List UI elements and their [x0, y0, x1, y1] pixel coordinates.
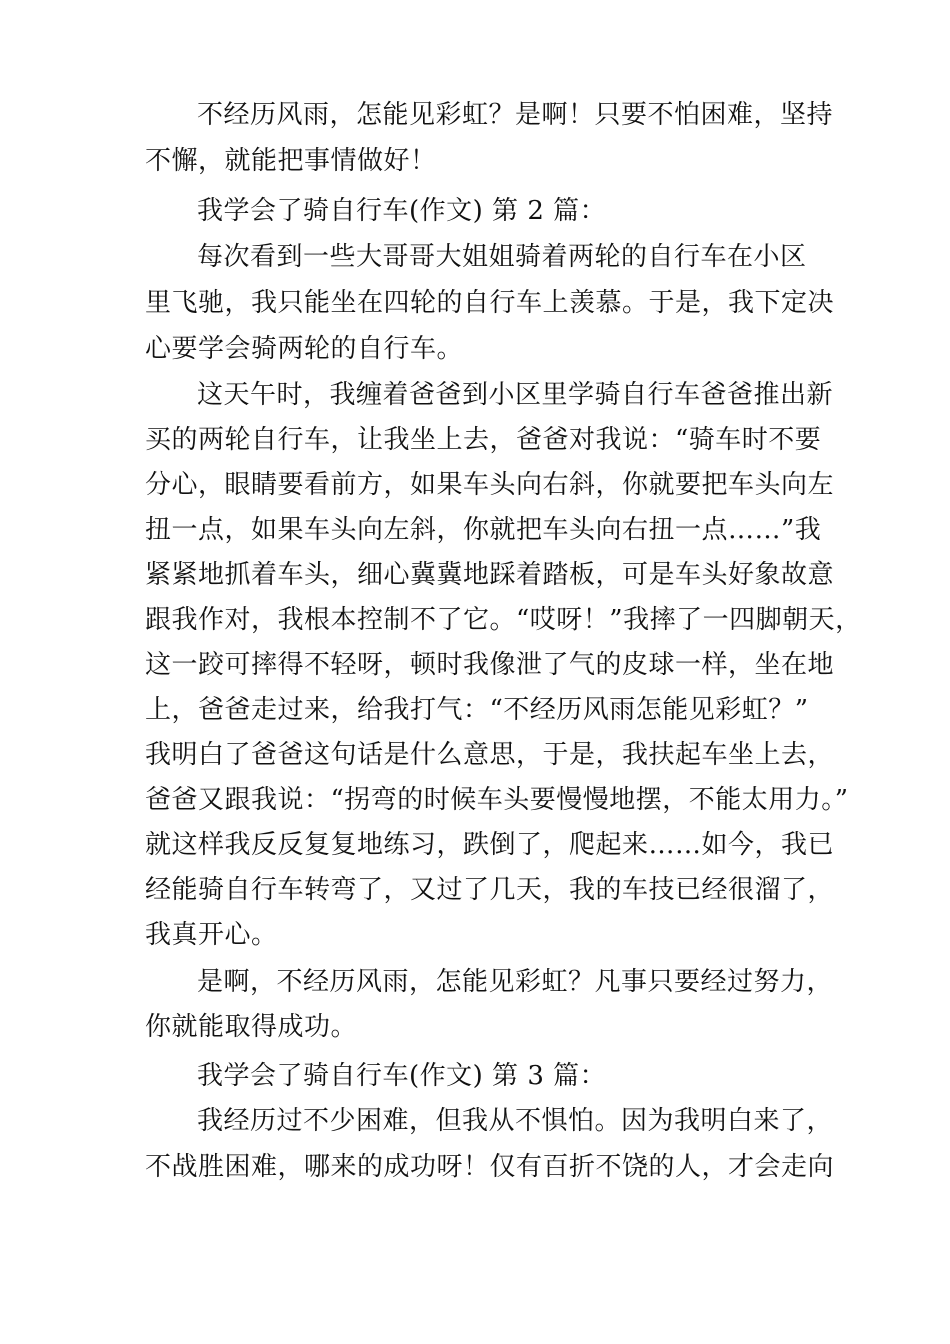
text-line: 经能骑自行车转弯了，又过了几天，我的车技已经很溜了，	[145, 875, 835, 905]
text-line: 扭一点，如果车头向左斜，你就把车头向右扭一点……”我	[145, 515, 822, 545]
text-line: 紧紧地抓着车头，细心冀冀地踩着踏板，可是车头好象故意	[145, 560, 835, 590]
text-line: 买的两轮自行车，让我坐上去，爸爸对我说：“骑车时不要	[145, 425, 822, 455]
section-heading: 我学会了骑自行车(作文) 第 2 篇：	[197, 196, 607, 226]
text-line: 我明白了爸爸这句话是什么意思，于是，我扶起车坐上去，	[145, 740, 835, 770]
text-line: 我真开心。	[145, 920, 278, 950]
text-line: 不战胜困难，哪来的成功呀！仅有百折不饶的人，才会走向	[145, 1152, 835, 1182]
text-line: 这天午时，我缠着爸爸到小区里学骑自行车爸爸推出新	[197, 380, 834, 410]
text-line: 这一跤可摔得不轻呀，顿时我像泄了气的皮球一样，坐在地	[145, 650, 835, 680]
text-line: 每次看到一些大哥哥大姐姐骑着两轮的自行车在小区	[197, 242, 807, 272]
text-line: 跟我作对，我根本控制不了它。“哎呀！”我摔了一四脚朝天，	[145, 605, 862, 635]
text-line: 就这样我反反复复地练习，跌倒了，爬起来……如今，我已	[145, 830, 835, 860]
text-line: 不懈，就能把事情做好！	[145, 146, 437, 176]
text-line: 里飞驰，我只能坐在四轮的自行车上羡慕。于是，我下定决	[145, 288, 835, 318]
text-line: 是啊，不经历风雨，怎能见彩虹？凡事只要经过努力，	[197, 967, 834, 997]
section-heading: 我学会了骑自行车(作文) 第 3 篇：	[197, 1061, 607, 1091]
text-line: 不经历风雨，怎能见彩虹？是啊！只要不怕困难，坚持	[197, 100, 834, 130]
text-line: 爸爸又跟我说：“拐弯的时候车头要慢慢地摆，不能太用力。”	[145, 785, 849, 815]
text-line: 我经历过不少困难，但我从不惧怕。因为我明白来了，	[197, 1106, 834, 1136]
text-line: 心要学会骑两轮的自行车。	[145, 334, 464, 364]
text-line: 分心，眼睛要看前方，如果车头向右斜，你就要把车头向左	[145, 470, 835, 500]
text-line: 上，爸爸走过来，给我打气：“不经历风雨怎能见彩虹？”	[145, 695, 809, 725]
text-line: 你就能取得成功。	[145, 1012, 358, 1042]
